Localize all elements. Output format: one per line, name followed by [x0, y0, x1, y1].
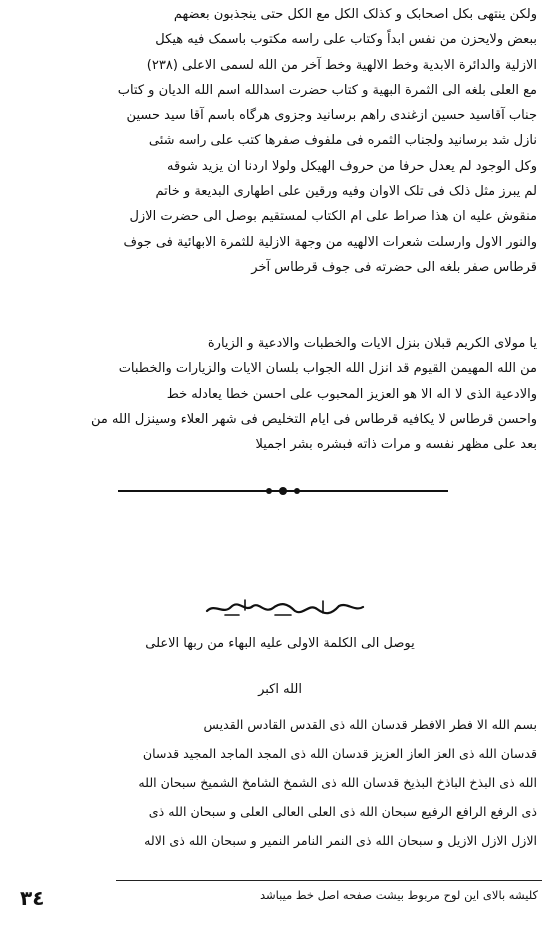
text-line: ذی الرفع الرافع الرفیع سبحان الله ذی العلی العالی العلی و سبحان الله ذی	[148, 804, 537, 819]
text-line: لم یبرز مثل ذلک فی تلک الاوان وفیه ورقین علی اطهاری البدیعة و خاتم	[155, 184, 537, 200]
text-line: ببعض ولایحزن من نفس ابداً وکتاب علی راسه مکتوب باسمک فیه هیکل	[155, 32, 537, 48]
divider-center-dot	[279, 487, 287, 495]
divider-dot	[266, 488, 272, 494]
text-line: الله ذی البذخ الباذخ البذیخ قدسان الله ذی الشمخ الشامخ الشمیخ سبحان الله	[138, 775, 537, 790]
text-line: مع العلی بلغه الی الثمرة البهیة و کتاب حضرت اسدالله اسم الله الدیان و کتاب	[117, 82, 537, 98]
text-line: قدسان الله ذی العز العاز العزیز قدسان الله ذی المجد الماجد المجید قدسان	[142, 746, 537, 761]
text-line: یا مولای الکریم قبلان بنزل الایات والخطبات والادعیة و الزیارة	[207, 336, 537, 351]
calligraphy-caption-image	[205, 597, 365, 619]
text-line: بعد علی مظهر نفسه و مرات ذاته فبشره بشر اجمیلا	[255, 437, 537, 453]
text-line: نازل شد برسانید ولجناب الثمره فی ملفوف صفرها کتب علی راسه شئی	[148, 133, 537, 149]
text-line: الازل الازل الازیل و سبحان الله ذی النمر النامر النمیر و سبحان الله ذی الاله	[144, 833, 537, 848]
text-line: قرطاس صفر بلغه الی حضرته فی جوف قرطاس آخر	[251, 259, 537, 275]
text-line: وکل الوجود لم یعدل حرفا من حروف الهیکل ولولا اردنا ان یزید شوقه	[166, 158, 537, 174]
text-line: والادعیة الذی لا اله الا هو العزیز المحبوب علی احسن خطا یعادله خط	[166, 386, 537, 402]
text-line: جناب آقاسید حسین ازغندی راهم برسانید وجزوی هرگاه باسم آقا سید حسین	[126, 108, 537, 124]
invocation-heading: الله اکبر	[258, 682, 302, 697]
text-line: من الله المهیمن القیوم قد انزل الله الجواب بلسان الایات والزیارات والخطبات	[118, 361, 537, 377]
text-line: واحسن قرطاس لا یکافیه قرطاس فی ایام التخلیص فی شهر العلاء وسینزل الله من	[90, 411, 537, 427]
body-paragraph-1	[22, 2, 537, 280]
text-line: الازلیة والدائرة الابدیة وخط الالهیة وخط آخر من الله لسمی الاعلی (٢٣٨)	[146, 57, 537, 73]
text-line: بسم الله الا فطر الافطر قدسان الله ذی القدس القادس القدیس	[203, 717, 537, 732]
text-line: منقوش علیه ان هذا صراط علی ام الکتاب لمستقیم بوصل الی حضرت الازل	[129, 209, 537, 225]
text-line: والنور الاول وارسلت شعرات الالهیه من وجهة الازلیة للثمرة الابهائیة فی جوف	[123, 234, 537, 250]
divider-dot	[294, 488, 300, 494]
section-heading: یوصل الی الکلمة الاولی علیه البهاء من ربها الاعلی	[145, 636, 415, 651]
body-paragraph-3	[22, 710, 537, 855]
ornamental-divider	[118, 487, 448, 495]
page-number: ٣٤	[20, 886, 45, 910]
text-line: ولکن ینتهی بکل اصحابک و کذلک الکل مع الکل حتی ینجذبون بعضهم	[173, 7, 537, 22]
body-paragraph-2	[22, 331, 537, 457]
footnote: کلیشه بالای این لوح مربوط بیشت صفحه اصل خط میباشد	[259, 888, 538, 902]
footnote-rule	[116, 880, 542, 881]
